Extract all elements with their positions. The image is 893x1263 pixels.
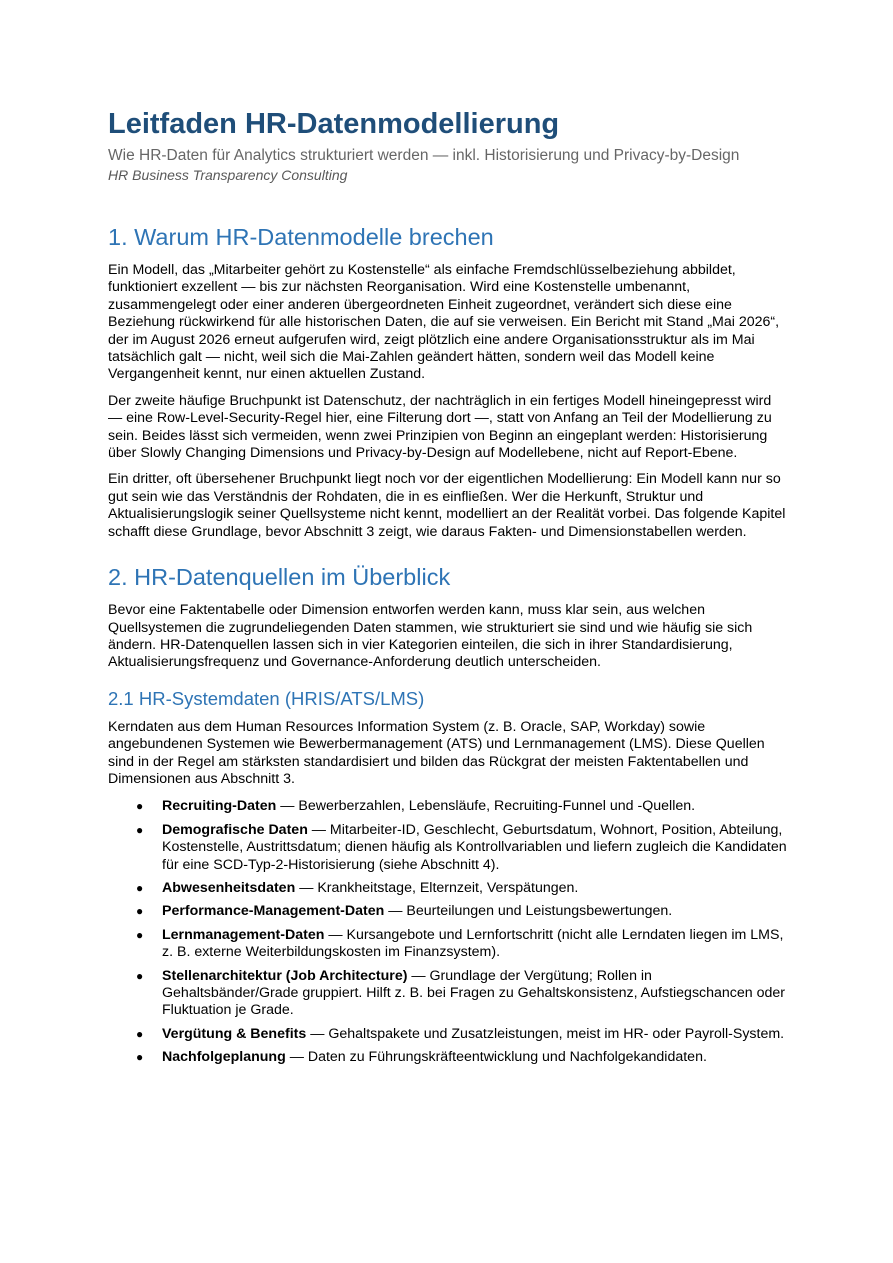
hr-system-data-list — [108, 798, 788, 1066]
document-subtitle: Wie HR-Daten für Analytics strukturiert werden — inkl. Historisierung und Privacy-by-Design — [108, 147, 740, 164]
section-1-paragraph-1: Ein Modell, das „Mitarbeiter gehört zu Kostenstelle“ als einfache Fremdschlüsselbeziehung abbildet, funktioniert exzellent — bis zur nächsten Reorganisation. Wird eine Kostenstelle umbenannt, zusammengelegt oder einer anderen übergeordneten Einheit zugeordnet, verändert sich diese eine Beziehung rückwirkend für alle historischen Daten, die auf sie verweisen. Ein Bericht mit Stand „Mai 2026“, der im August 2026 erneut aufgerufen wird, zeigt plötzlich eine andere Organisationsstruktur als im Mai tatsächlich galt — nicht, weil sich die Mai-Zahlen geändert hätten, sondern weil das Modell keine Vergangenheit kennt, nur einen aktuellen Zustand. — [108, 262, 780, 383]
list-item-text: — Grundlage der Vergütung; Rollen in Gehaltsbänder/Grade gruppiert. Hilft z. B. bei Fragen zu Gehaltskonsistenz, Aufstiegschancen oder Fluktuation je Grade. — [162, 967, 786, 1019]
list-item-term: Demografische Daten — [162, 821, 308, 838]
section-2-paragraph-1: Bevor eine Faktentabelle oder Dimension entworfen werden kann, muss klar sein, aus welchen Quellsystemen die zugrundeliegenden Daten stammen, wie strukturiert sie sind und wie häufig sie sich ändern. HR-Datenquellen lassen sich in vier Kategorien einteilen, die sich in ihrer Standardisierung, Aktualisierungsfrequenz und Governance-Anforderung deutlich unterscheiden. — [108, 602, 753, 671]
list-item-term: Abwesenheitsdaten — [162, 879, 296, 896]
list-item-text: — Gehaltspakete und Zusatzleistungen, meist im HR- oder Payroll-System. — [306, 1025, 785, 1042]
list-item-term: Nachfolgeplanung — [162, 1049, 286, 1066]
list-item-text: — Beurteilungen und Leistungsbewertungen. — [384, 903, 673, 920]
list-item-text: — Bewerberzahlen, Lebensläufe, Recruiting-Funnel und -Quellen. — [276, 798, 696, 815]
list-item — [108, 903, 788, 920]
list-item-term: Recruiting-Daten — [162, 798, 277, 815]
section-1-paragraph-3: Ein dritter, oft übersehener Bruchpunkt liegt noch vor der eigentlichen Modellierung: Ein Modell kann nur so gut sein wie das Verständnis der Rohdaten, die in es einfließen. Wer die Herkunft, Struktur und Aktualisierungslogik seiner Quellsysteme nicht kennt, modelliert an der Realität vorbei. Das folgende Kapitel schafft diese Grundlage, bevor Abschnitt 3 zeigt, wie daraus Fakten- und Dimensionstabellen werden. — [108, 471, 786, 540]
list-item-text: — Krankheitstage, Elternzeit, Verspätungen. — [295, 879, 579, 896]
section-2-heading: 2. HR-Datenquellen im Überblick — [108, 564, 451, 591]
bullet-icon: ● — [136, 968, 144, 983]
list-item — [108, 798, 788, 815]
document-title: Leitfaden HR-Datenmodellierung — [108, 108, 560, 140]
list-item-text: — Daten zu Führungskräfteentwicklung und Nachfolgekandidaten. — [285, 1049, 707, 1066]
section-1-heading: 1. Warum HR-Datenmodelle brechen — [108, 224, 494, 250]
section-1-paragraph-2: Der zweite häufige Bruchpunkt ist Datenschutz, der nachträglich in ein fertiges Modell hineingepresst wird — eine Row-Level-Security-Regel hier, eine Filterung dort —, statt von Anfang an Teil der Modellierung zu sein. Beides lässt sich vermeiden, wenn zwei Prinzipien von Beginn an eingeplant werden: Historisierung über Slowly Changing Dimensions und Privacy-by-Design auf Modellebene, nicht auf Report-Ebene. — [108, 392, 772, 462]
bullet-icon: ● — [136, 1050, 144, 1065]
list-item — [108, 880, 788, 897]
bullet-icon: ● — [136, 927, 144, 942]
bullet-icon: ● — [136, 880, 144, 895]
bullet-icon: ● — [136, 904, 144, 919]
section-2-1-paragraph-1: Kerndaten aus dem Human Resources Information System (z. B. Oracle, SAP, Workday) sowie angebundenen Systemen wie Bewerbermanagement (ATS) und Lernmanagement (LMS). Diese Quellen sind in der Regel am stärksten standardisiert und bilden das Rückgrat der meisten Faktentabellen und Dimensionen aus Abschnitt 3. — [108, 718, 765, 787]
list-item-term: Lernmanagement-Daten — [162, 926, 325, 943]
list-item-term: Performance-Management-Daten — [162, 903, 385, 920]
bullet-icon: ● — [136, 1026, 144, 1041]
bullet-icon: ● — [136, 822, 144, 837]
list-item — [108, 1026, 788, 1043]
list-item-text: — Mitarbeiter-ID, Geschlecht, Geburtsdatum, Wohnort, Position, Abteilung, Kostenstelle, Austrittsdatum; dienen häufig als Kontrollvariablen und liefern zugleich die Kandidaten für eine SCD-Typ-2-Historisierung (siehe Abschnitt 4). — [162, 821, 787, 873]
document-content — [108, 105, 788, 1073]
list-item-term: Vergütung & Benefits — [162, 1025, 307, 1042]
list-item — [108, 822, 788, 874]
section-2-1-heading: 2.1 HR-Systemdaten (HRIS/ATS/LMS) — [108, 687, 425, 709]
organization-name: HR Business Transparency Consulting — [108, 167, 348, 183]
list-item — [108, 968, 788, 1020]
list-item-term: Stellenarchitektur (Job Architecture) — [162, 967, 408, 984]
list-item — [108, 927, 788, 962]
list-item-text: — Kursangebote und Lernfortschritt (nicht alle Lerndaten liegen im LMS, z. B. externe Weiterbildungskosten im Finanzsystem). — [162, 926, 784, 961]
list-item — [108, 1049, 788, 1066]
bullet-icon: ● — [136, 799, 144, 814]
